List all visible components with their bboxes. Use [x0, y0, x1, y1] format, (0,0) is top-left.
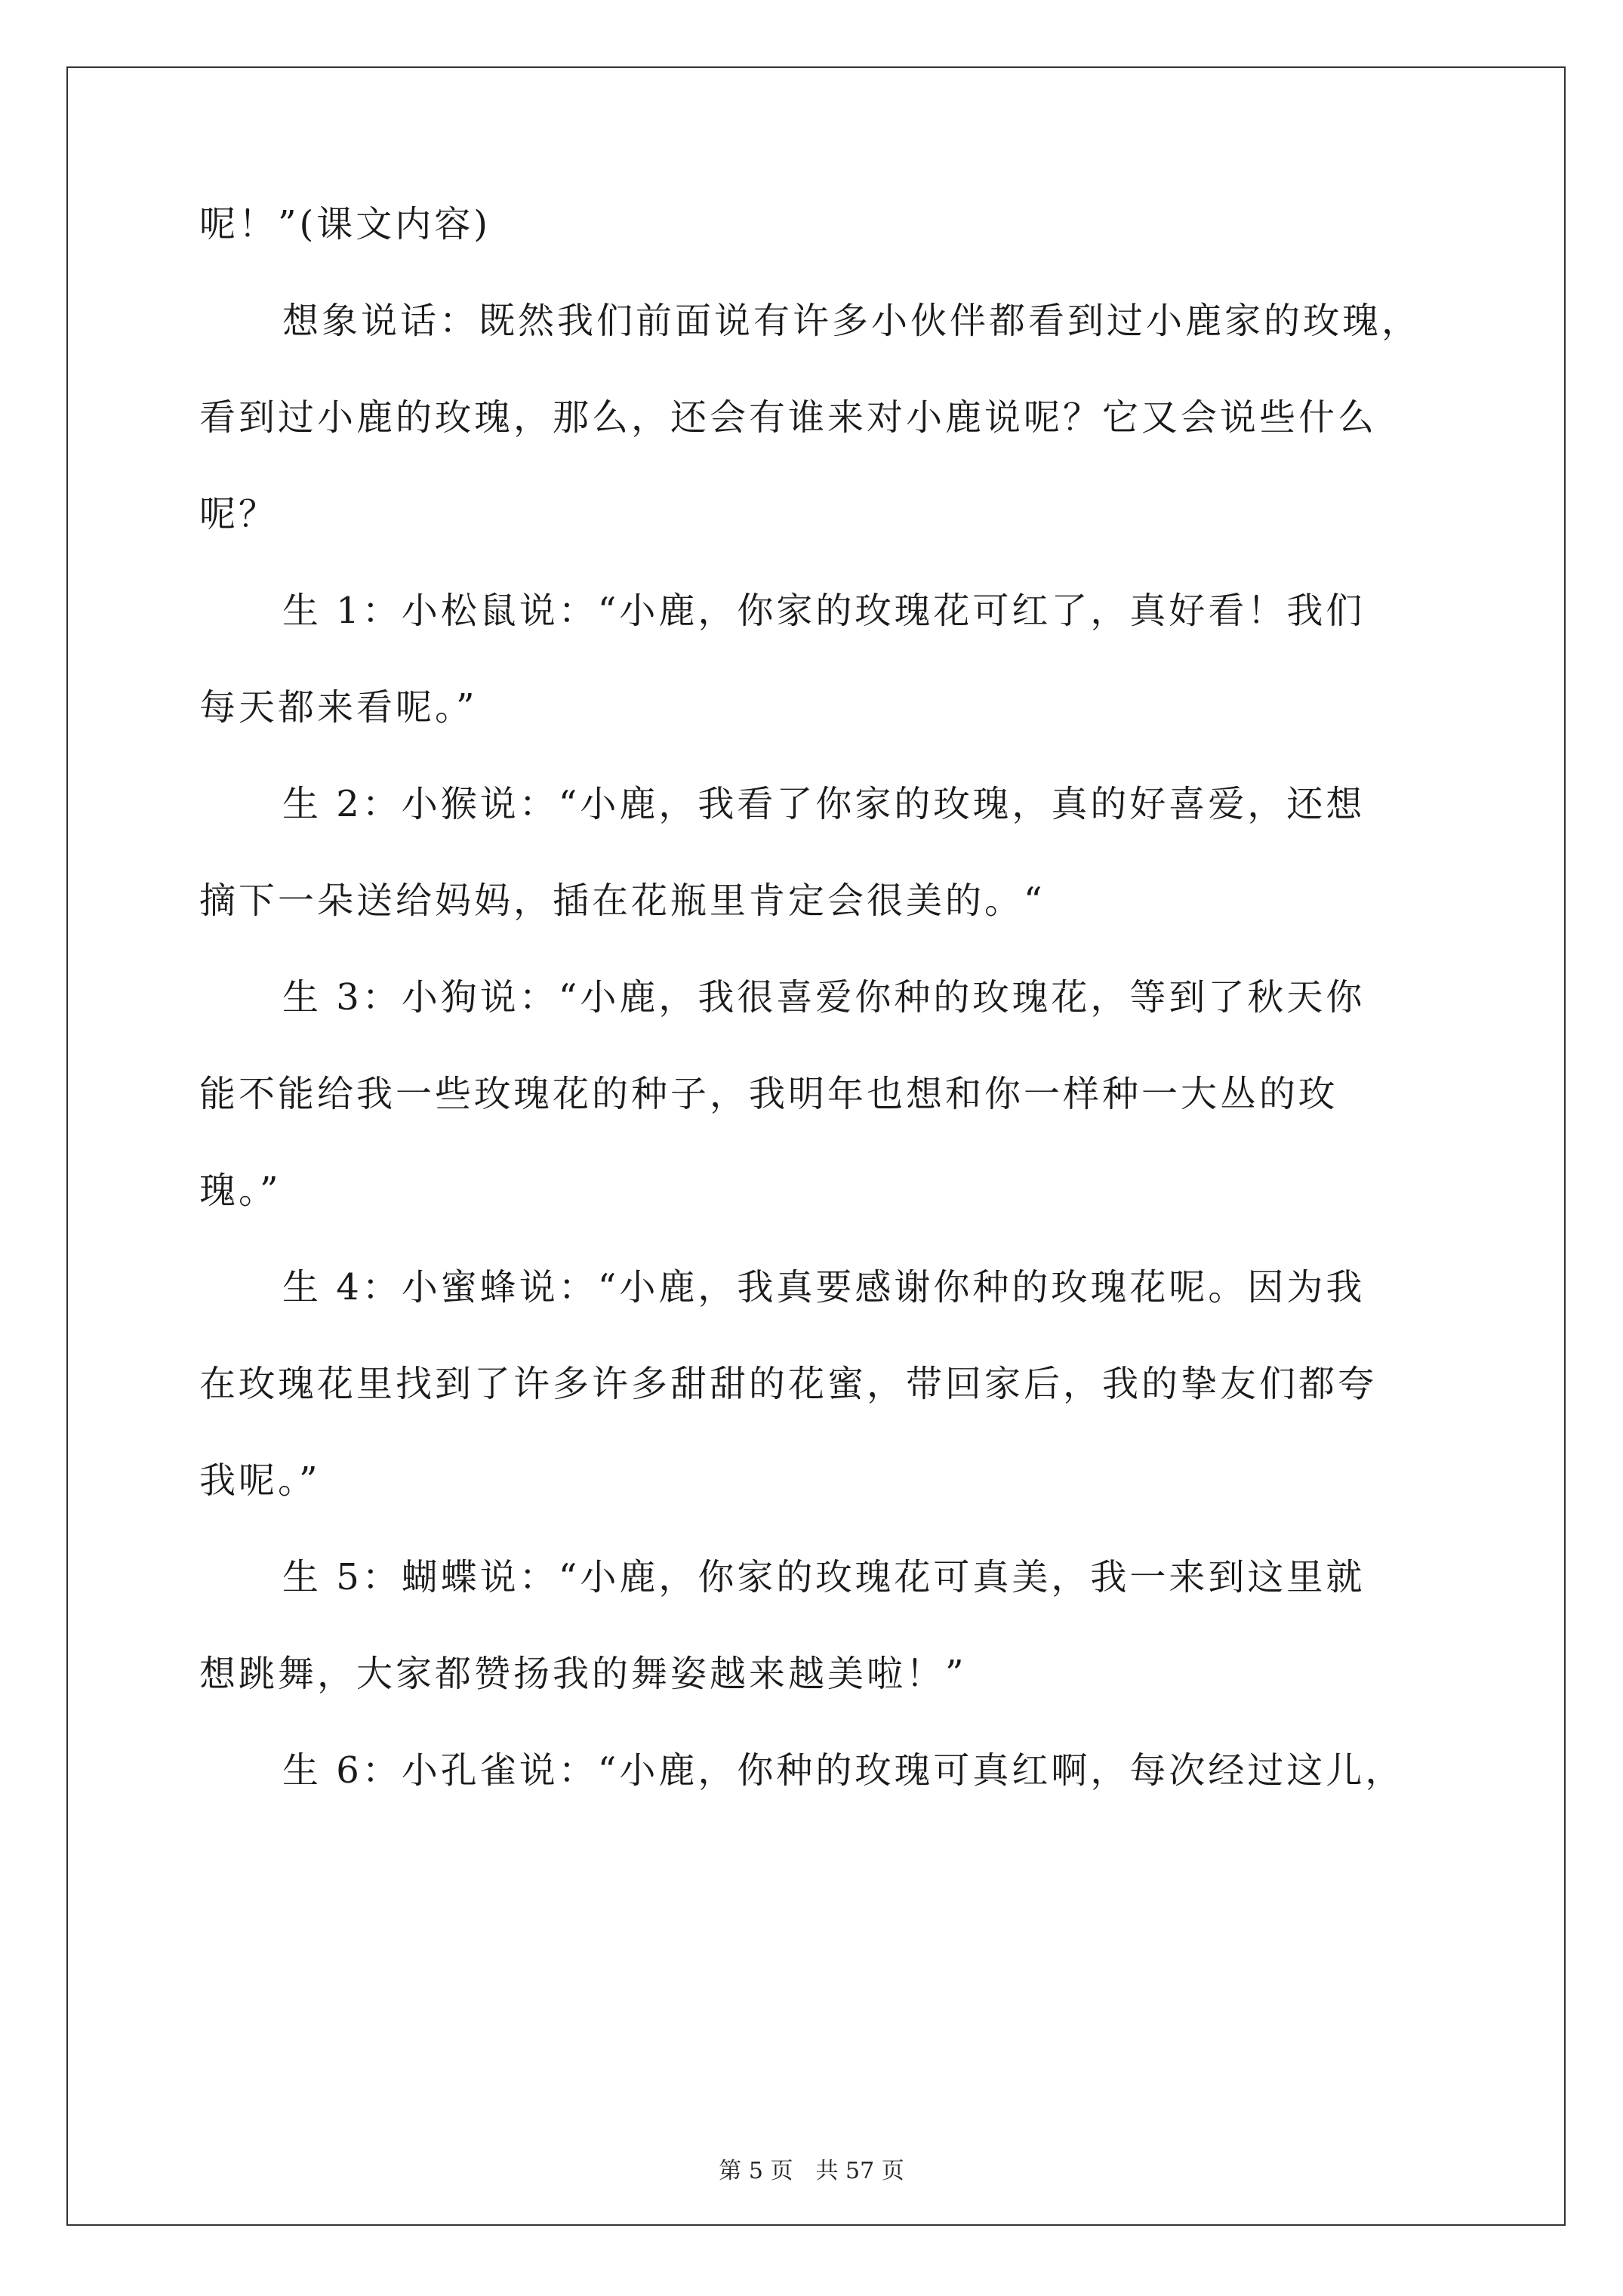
text-line: 生 4：小蜜蜂说：“小鹿，我真要感谢你种的玫瑰花呢。因为我	[282, 1266, 1366, 1308]
text-line: 瑰。”	[199, 1170, 282, 1212]
text-line: 想跳舞，大家都赞扬我的舞姿越来越美啦！”	[199, 1653, 967, 1695]
text-line: 生 6：小孔雀说：“小鹿，你种的玫瑰可真红啊，每次经过这儿，	[282, 1749, 1405, 1792]
page-number-footer: 第 5 页 共 57 页	[719, 2158, 904, 2184]
text-line: 我呢。”	[199, 1459, 321, 1502]
text-line: 能不能给我一些玫瑰花的种子，我明年也想和你一样种一大丛的玫	[199, 1073, 1338, 1115]
text-line: 生 2：小猴说：“小鹿，我看了你家的玫瑰，真的好喜爱，还想	[282, 783, 1366, 825]
text-line: 摘下一朵送给妈妈，插在花瓶里肯定会很美的。“	[199, 880, 1046, 922]
text-line: 呢！”(课文内容)	[199, 203, 491, 245]
text-line: 生 5：蝴蝶说：“小鹿，你家的玫瑰花可真美，我一来到这里就	[282, 1556, 1366, 1598]
text-line: 呢？	[199, 493, 279, 535]
text-line: 在玫瑰花里找到了许多许多甜甜的花蜜，带回家后，我的挚友们都夸	[199, 1363, 1378, 1405]
text-line: 想象说话：既然我们前面说有许多小伙伴都看到过小鹿家的玫瑰，	[282, 300, 1421, 342]
text-line: 生 3：小狗说：“小鹿，我很喜爱你种的玫瑰花，等到了秋天你	[282, 976, 1366, 1019]
text-line: 每天都来看呢。”	[199, 686, 478, 729]
text-line: 生 1：小松鼠说：“小鹿，你家的玫瑰花可红了，真好看！我们	[282, 590, 1366, 632]
text-line: 看到过小鹿的玫瑰，那么，还会有谁来对小鹿说呢？它又会说些什么	[199, 396, 1378, 439]
